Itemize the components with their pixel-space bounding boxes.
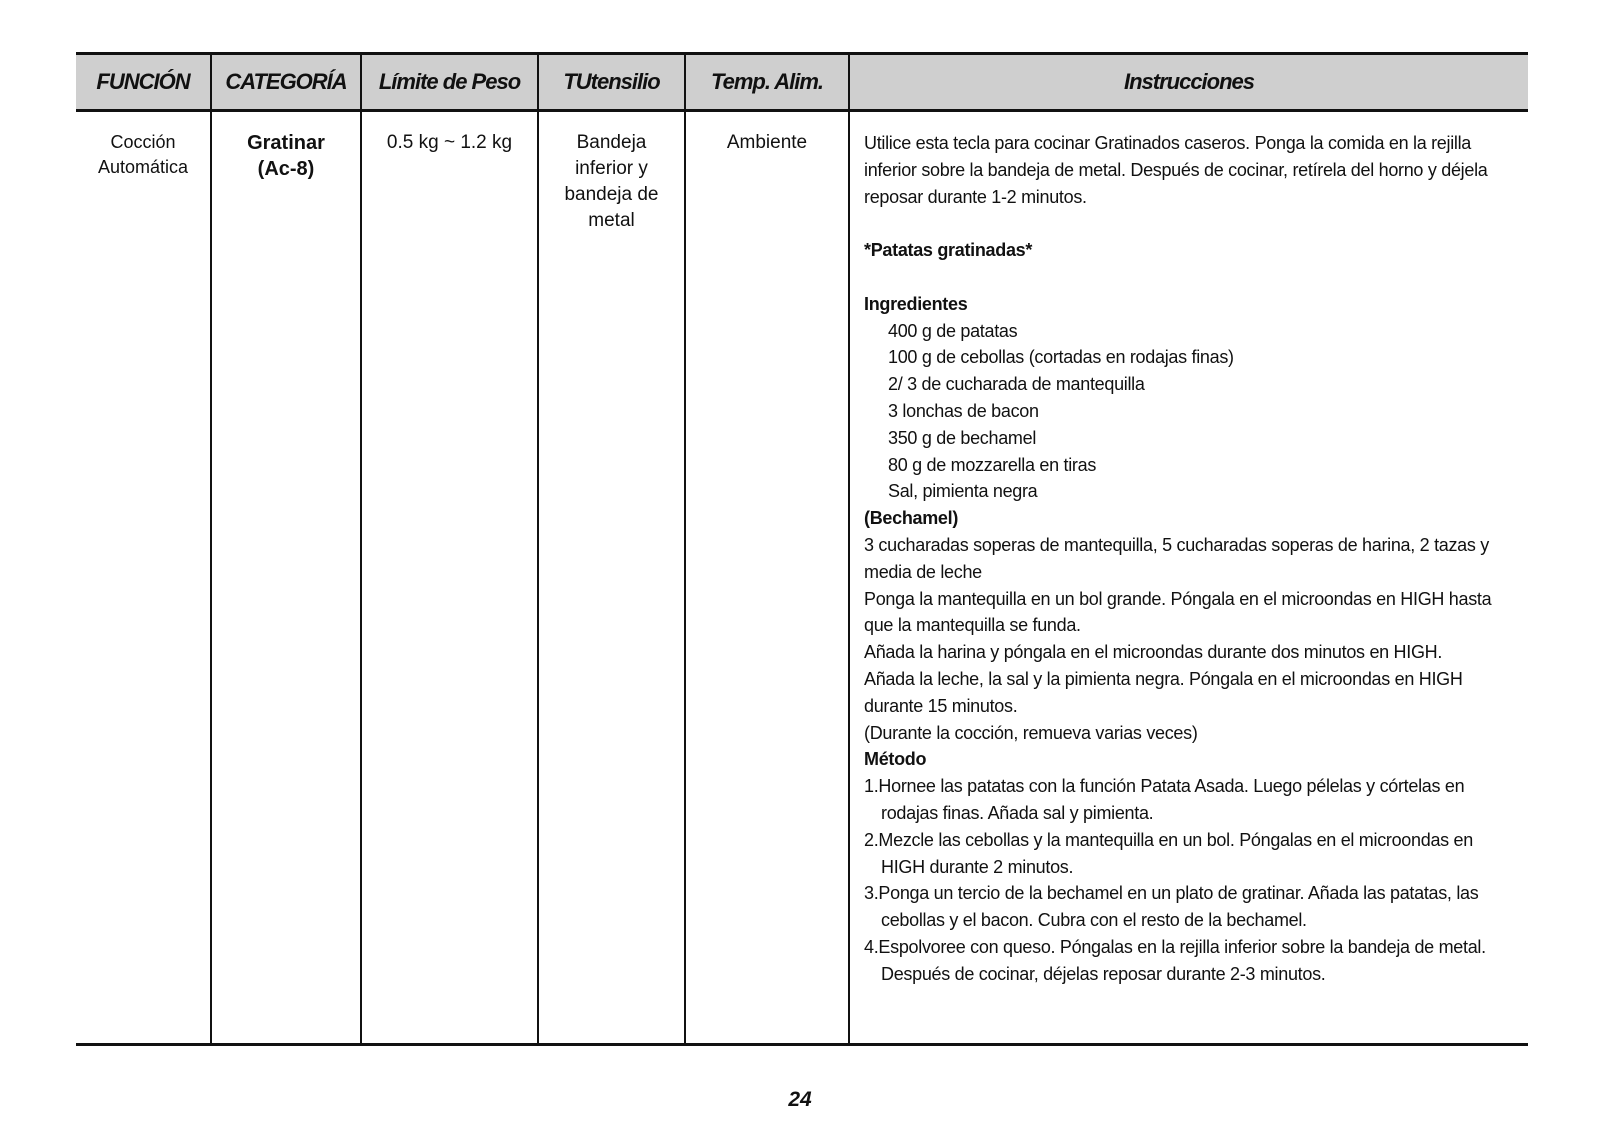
bechamel-line: Ponga la mantequilla en un bol grande. Póngala en el microondas en HIGH hasta que la mantequilla se funda. [864,588,1492,636]
bechamel-line: 3 cucharadas soperas de mantequilla, 5 cucharadas soperas de harina, 2 tazas y media de leche [864,534,1489,582]
bechamel-line: Añada la leche, la sal y la pimienta negra. Póngala en el microondas en HIGH durante 15 minutos. [864,668,1463,716]
cell-limite-peso [361,111,538,1045]
ingredient-item: 100 g de cebollas (cortadas en rodajas finas) [888,347,1234,368]
header-funcion: FUNCIÓN [76,54,211,111]
utensilio-line: metal [588,210,635,231]
funcion-line: Automática [97,157,189,177]
header-utensilio: TUtensilio [538,54,685,111]
method-title: Método [864,749,927,770]
funcion-line: Cocción [110,132,176,152]
method-step: 4.Espolvoree con queso. Póngalas en la rejilla inferior sobre la bandeja de metal. [864,936,1486,957]
cell-utensilio [538,111,685,1045]
cell-funcion [76,111,211,1045]
header-limite-peso: Límite de Peso [361,54,538,111]
ingredient-item: 2/ 3 de cucharada de mantequilla [888,374,1145,395]
utensilio-line: bandeja de [564,184,659,205]
cell-categoria [211,111,361,1045]
header-categoria: CATEGORÍA [211,54,361,111]
method-after: Después de cocinar, déjelas reposar durante 2-3 minutos. [881,963,1326,984]
utensilio-line: Bandeja [576,132,647,153]
instructions-intro: Utilice esta tecla para cocinar Gratinados caseros. Ponga la comida en la rejilla inferior sobre la bandeja de metal. Después de cocinar, retírela del horno y déjela reposar durante 1-2 minutos. [864,133,1488,207]
header-instrucciones: Instrucciones [849,54,1528,111]
bechamel-line: Añada la harina y póngala en el microondas durante dos minutos en HIGH. [864,642,1443,663]
page-number: 24 [788,1088,812,1111]
cell-instrucciones [849,111,1528,1045]
cell-temp-alim [685,111,849,1045]
recipe-title: *Patatas gratinadas* [864,240,1033,261]
limite-value: 0.5 kg ~ 1.2 kg [386,132,513,153]
bechamel-line: (Durante la cocción, remueva varias veces) [864,722,1198,743]
cooking-table [76,52,1528,1046]
method-step: 3.Ponga un tercio de la bechamel en un plato de gratinar. Añada las patatas, las cebollas y el bacon. Cubra con el resto de la bechamel. [864,883,1479,931]
method-step: 2.Mezcle las cebollas y la mantequilla en un bol. Póngalas en el microondas en HIGH durante 2 minutos. [864,829,1473,877]
ingredient-item: 80 g de mozzarella en tiras [888,454,1097,475]
ingredients-title: Ingredientes [864,293,968,314]
ingredient-item: 3 lonchas de bacon [888,400,1039,421]
ingredient-item: 400 g de patatas [888,320,1018,341]
categoria-name: Gratinar [247,132,325,154]
table-header-row [76,54,1528,111]
table-row [76,111,1528,1045]
header-temp-alim: Temp. Alim. [685,54,849,111]
bechamel-title: (Bechamel) [864,508,959,529]
temp-value: Ambiente [726,132,808,153]
categoria-code: (Ac-8) [257,158,315,180]
utensilio-line: inferior y [575,158,648,179]
ingredient-item: Sal, pimienta negra [888,481,1038,502]
ingredient-item: 350 g de bechamel [888,427,1037,448]
method-step: 1.Hornee las patatas con la función Patata Asada. Luego pélelas y córtelas en rodajas finas. Añada sal y pimienta. [864,776,1465,823]
